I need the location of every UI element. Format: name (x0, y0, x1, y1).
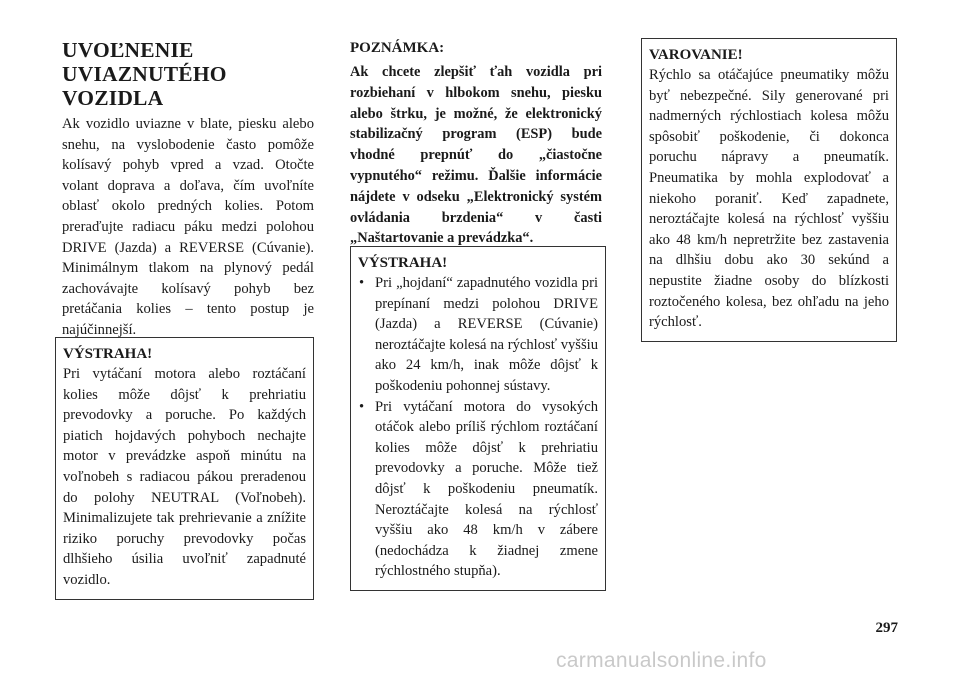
note-text: Ak chcete zlepšiť ťah vozidla pri rozbiehaní v hlbokom snehu, piesku alebo štrku, je možné, že elektronický stabilizačný program (ESP) bude vhodné prepnúť do „čiastočne vypnutého“ režimu. Ďalšie informácie nájdete v odseku „Elektronický systém ovládania brzdenia“ v časti „Naštartovanie a prevádzka“. (350, 64, 602, 247)
list-item-text: Pri „hojdaní“ zapadnutého vozidla pri prepínaní medzi polohou DRIVE (Jazda) a REVERSE (Cúvanie) neroztáčajte kolesá na rýchlosť vyššiu ako 24 km/h, inak môže dôjsť k poškodeniu pohonnej sústavy. (375, 275, 598, 394)
warning-title: VÝSTRAHA! (358, 255, 448, 271)
watermark: carmanualsonline.info (556, 649, 767, 672)
section-title-line: UVOĽNENIE (62, 38, 194, 62)
warning-text: Pri vytáčaní motora alebo roztáčaní kolies môže dôjsť k prehriatiu prevodovky a poruche. Po každých piatich hojdavých pohyboch nechajte motor v prevádzke aspoň minútu na voľnobeh s radiacou pákou preradenou do polohy NEUTRAL (Voľnobeh). Minimalizujete tak prehrievanie a znížite riziko poruchy prevodovky počas dlhšieho úsilia uvoľniť zapadnuté vozidlo. (63, 366, 306, 588)
section-body: Ak vozidlo uviazne v blate, piesku alebo snehu, na vyslobodenie často pomôže kolísavý pohyb vpred a vzad. Otočte volant doprava a doľava, čím uvoľníte oblasť okolo predných kolies. Potom preraďujte radiacu páku medzi polohou DRIVE (Jazda) a REVERSE (Cúvanie). Minimálnym tlakom na plynový pedál zachovávajte kolísavý pohyb bez pretáčania kolies – tento postup je najúčinnejší. (62, 116, 314, 338)
warning-title: VÝSTRAHA! (63, 346, 153, 362)
section-title-line: VOZIDLA (62, 86, 164, 110)
page-number: 297 (875, 620, 898, 636)
section-title-line: UVIAZNUTÉHO (62, 62, 227, 86)
list-item (358, 273, 598, 397)
column-middle (350, 38, 602, 249)
bullet-icon: • (359, 398, 365, 415)
column-left (62, 38, 314, 341)
bullet-icon: • (359, 275, 365, 291)
warning-box-right (641, 38, 897, 342)
section-title (62, 38, 314, 110)
list-item-text: Pri vytáčaní motora do vysokých otáčok alebo príliš rýchlom roztáčaní kolies môže dôjsť k prehriatiu prevodovky a poruche. Môže tiež dôjsť k poškodeniu pneumatík. Neroztáčajte kolesá na rýchlosť vyššiu ako 48 km/h v zábere (nedochádza k žiadnej zmene rýchlostného stupňa). (375, 398, 598, 580)
warning-box-middle (350, 246, 606, 591)
warning-text: Rýchlo sa otáčajúce pneumatiky môžu byť nebezpečné. Sily generované pri nadmerných rýchlostiach kolesa môžu spôsobiť poškodenie, či dokonca poruchu nápravy a pneumatík. Pneumatika by mohla explodovať a niekoho poraniť. Keď zapadnete, neroztáčajte kolesá na rýchlosť vyššiu ako 48 km/h nepretržite bez zastavenia na dlhšiu dobu ako 30 sekúnd a nepustite žiadne osoby do blízkosti roztočeného kolesa, bez ohľadu na jeho rýchlosť. (649, 67, 889, 331)
warning-title: VAROVANIE! (649, 47, 743, 63)
warning-bullet-list (358, 273, 598, 582)
warning-box-left (55, 337, 314, 600)
list-item (358, 397, 598, 582)
note-title: POZNÁMKA: (350, 40, 445, 56)
